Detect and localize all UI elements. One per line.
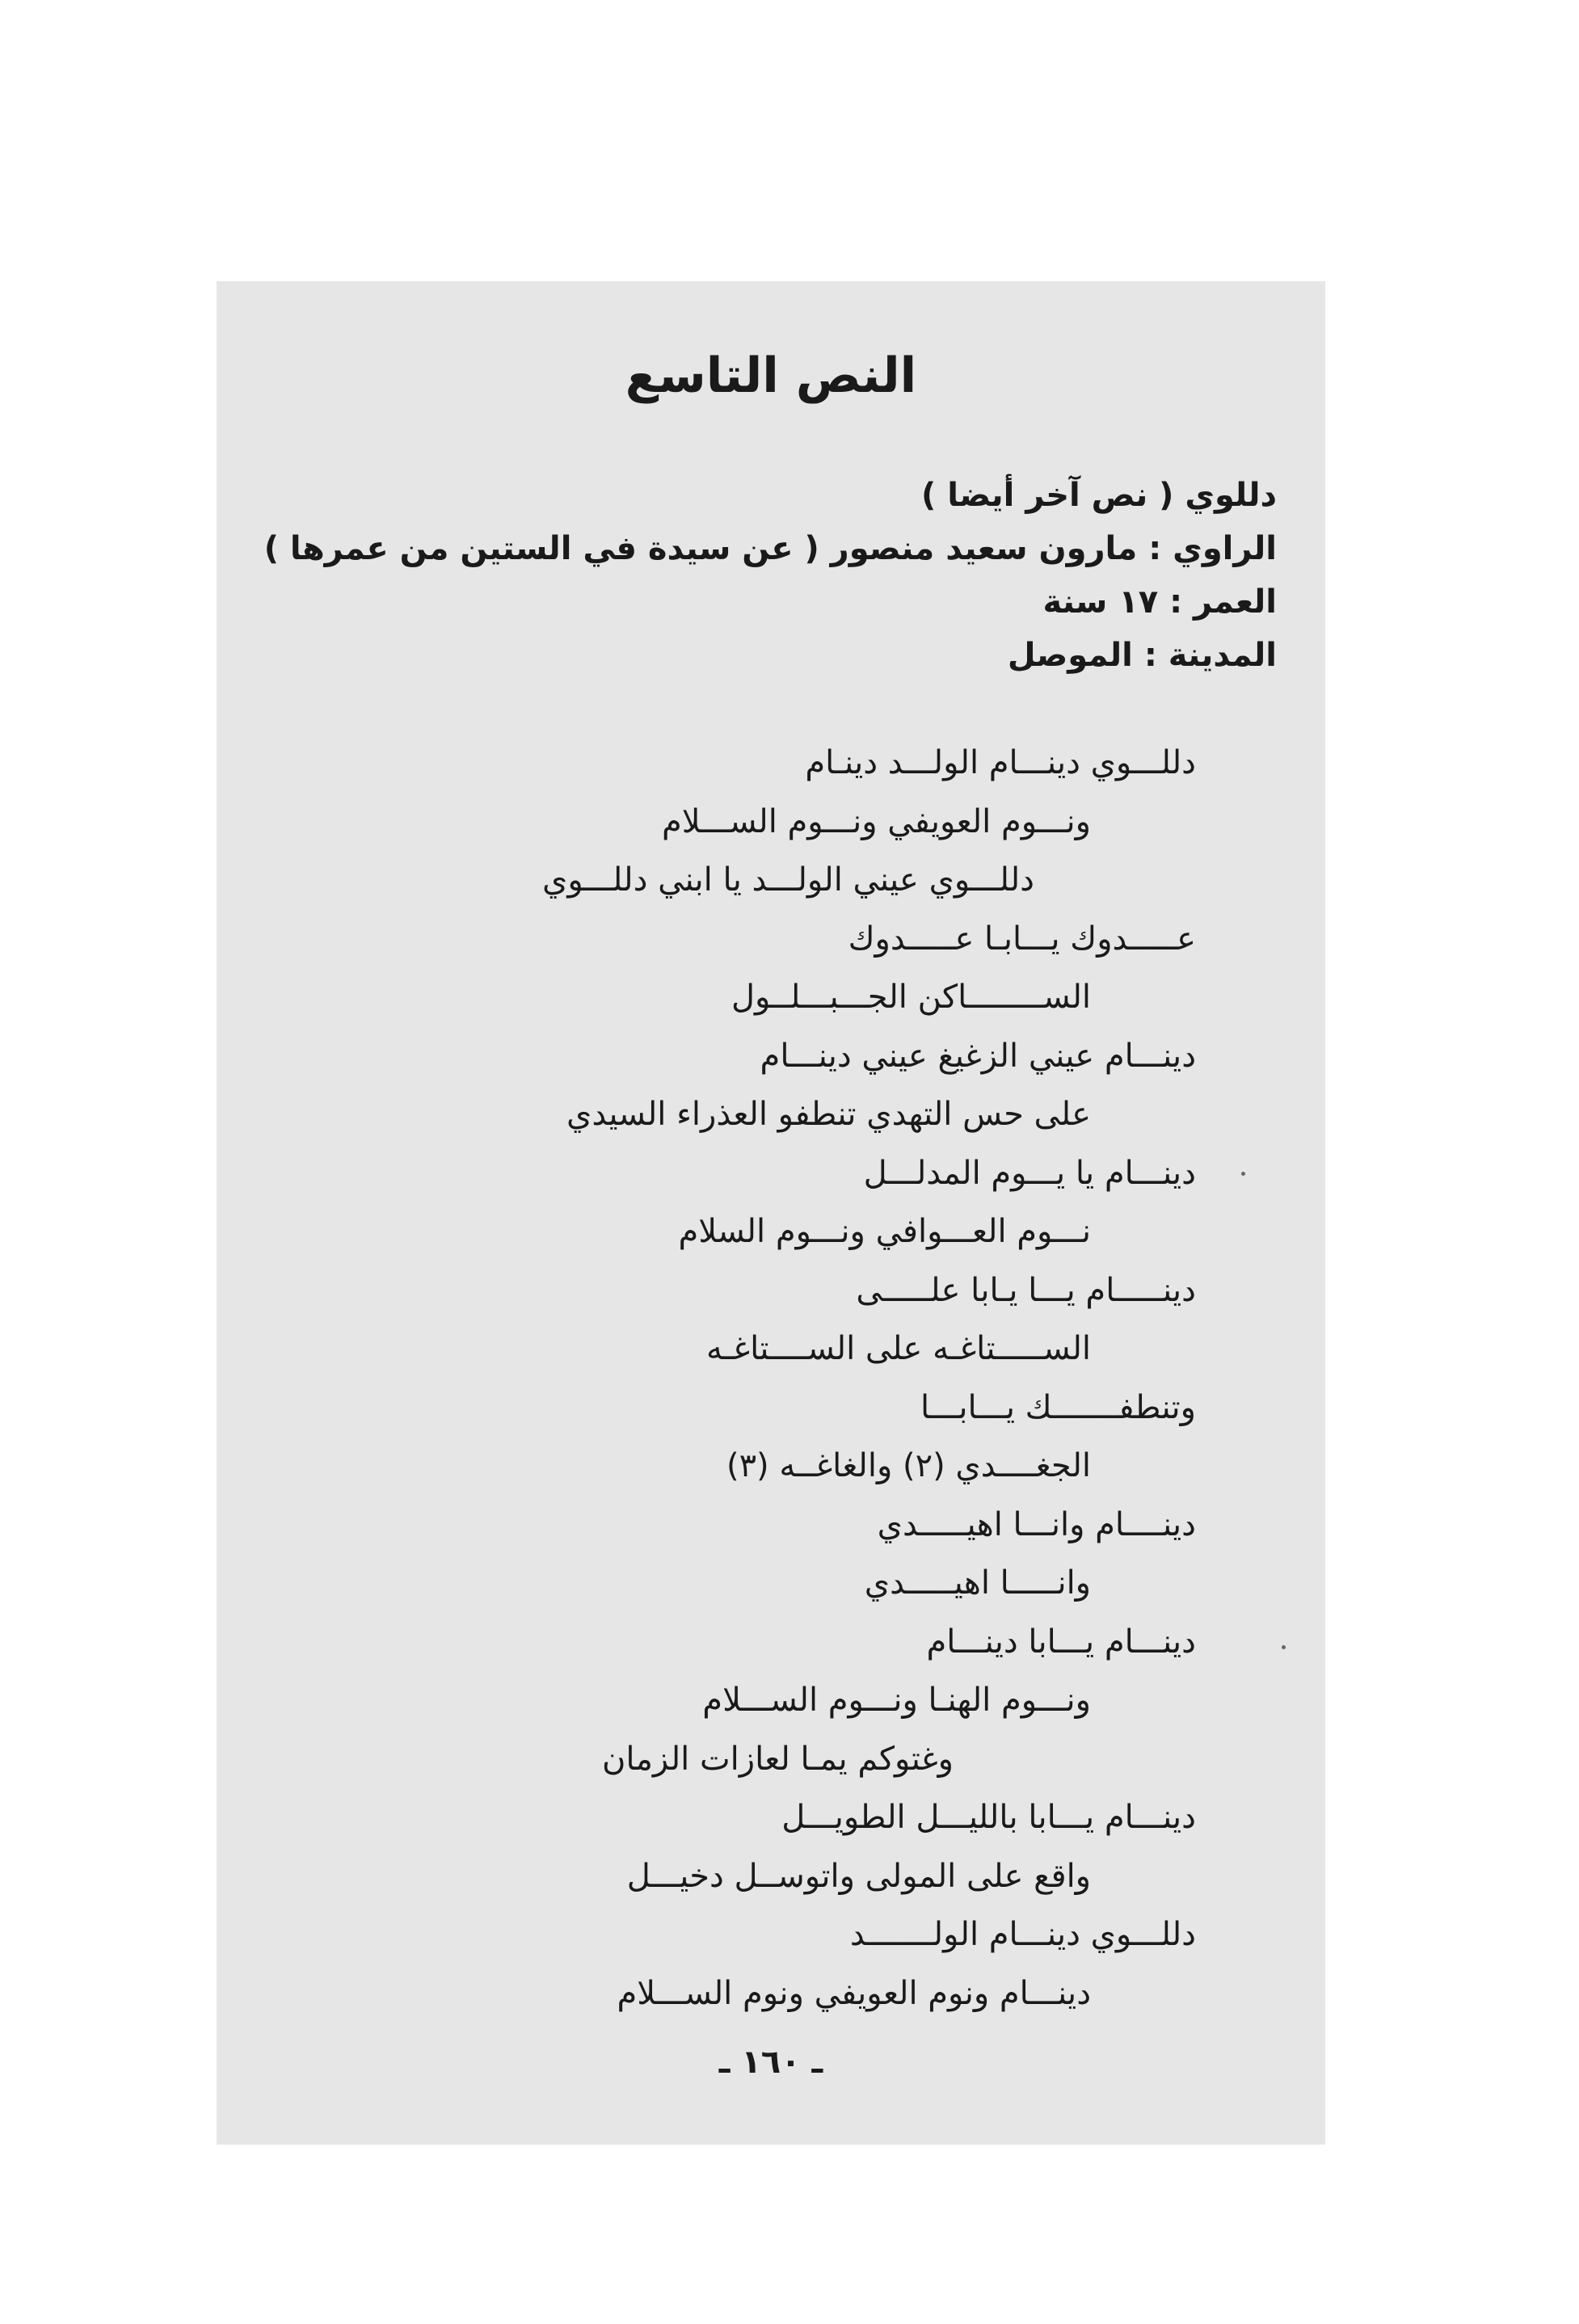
verse-line: دينـــام عيني الزغيغ عيني دينـــام [760,1037,1196,1075]
verse-line: نـــوم العـــوافي ونـــوم السلام [678,1213,1091,1250]
verse-line: الســـــتاغـه على الســــتاغـه [706,1330,1091,1367]
verse-line: دللـــوي عيني الولـــد يا ابني دللـــوي [542,861,1034,899]
verse-line: واقع على المولى واتوســل دخيـــل [626,1857,1091,1895]
narrator-line: الراوي : مارون سعيد منصور ( عن سيدة في الستين من عمرها ) [263,530,1277,567]
scanned-page [217,281,1325,2145]
verse-line: الجغــــدي (٢) والغاغــه (٣) [726,1447,1091,1484]
song-metadata [249,469,1277,682]
verse-line: ونـــوم الهنـا ونـــوم الســـلام [702,1682,1091,1719]
verse-line: وتنطفـــــــك يـــابـــا [920,1388,1196,1426]
verse-line: وانـــــا اهيـــــدي [864,1564,1091,1602]
verse-line: عـــــدوك يـــابـا عـــــدوك [848,920,1196,958]
verse-line: دللـــوي دينـــام الولـــد دينـام [805,744,1196,781]
verse-line: دينـــام يـــابا دينـــام [926,1623,1196,1661]
verse-line: ونـــوم العويفي ونـــوم الســـلام [662,802,1091,840]
song-name: دللوي ( نص آخر أيضا ) [921,477,1277,514]
verse-line: وغتوكم يمـا لعازات الزمان [601,1740,954,1778]
page-title: النص التاسع [625,347,917,404]
verse-line: على حس التهدي تنطفو العذراء السيدي [566,1096,1091,1133]
age-line: العمر : ١٧ سنة [1042,583,1277,621]
scan-speck [1241,1172,1245,1176]
verse-line: دينــــام وانـــا اهيـــــدي [877,1505,1196,1543]
poem-verses [241,734,1196,2023]
scan-speck [1282,1645,1286,1649]
verse-line: دللـــوي دينـــام الولـــــــد [849,1916,1196,1953]
verse-line: دينـــام يـــابا بالليـــل الطويـــل [781,1799,1196,1836]
verse-line: دينـــام ونوم العويفي ونوم الســـلام [617,1974,1091,2012]
verse-line: دينـــــام يـــا يـابا علـــــى [856,1271,1196,1309]
verse-line: الســــــــاكن الجـــبـــلــول [731,979,1091,1016]
page-number: ـ ١٦٠ ـ [718,2044,823,2081]
verse-line: دينـــام يا يـــوم المدلـــل [863,1154,1196,1192]
city-line: المدينة : الموصل [1007,637,1277,674]
